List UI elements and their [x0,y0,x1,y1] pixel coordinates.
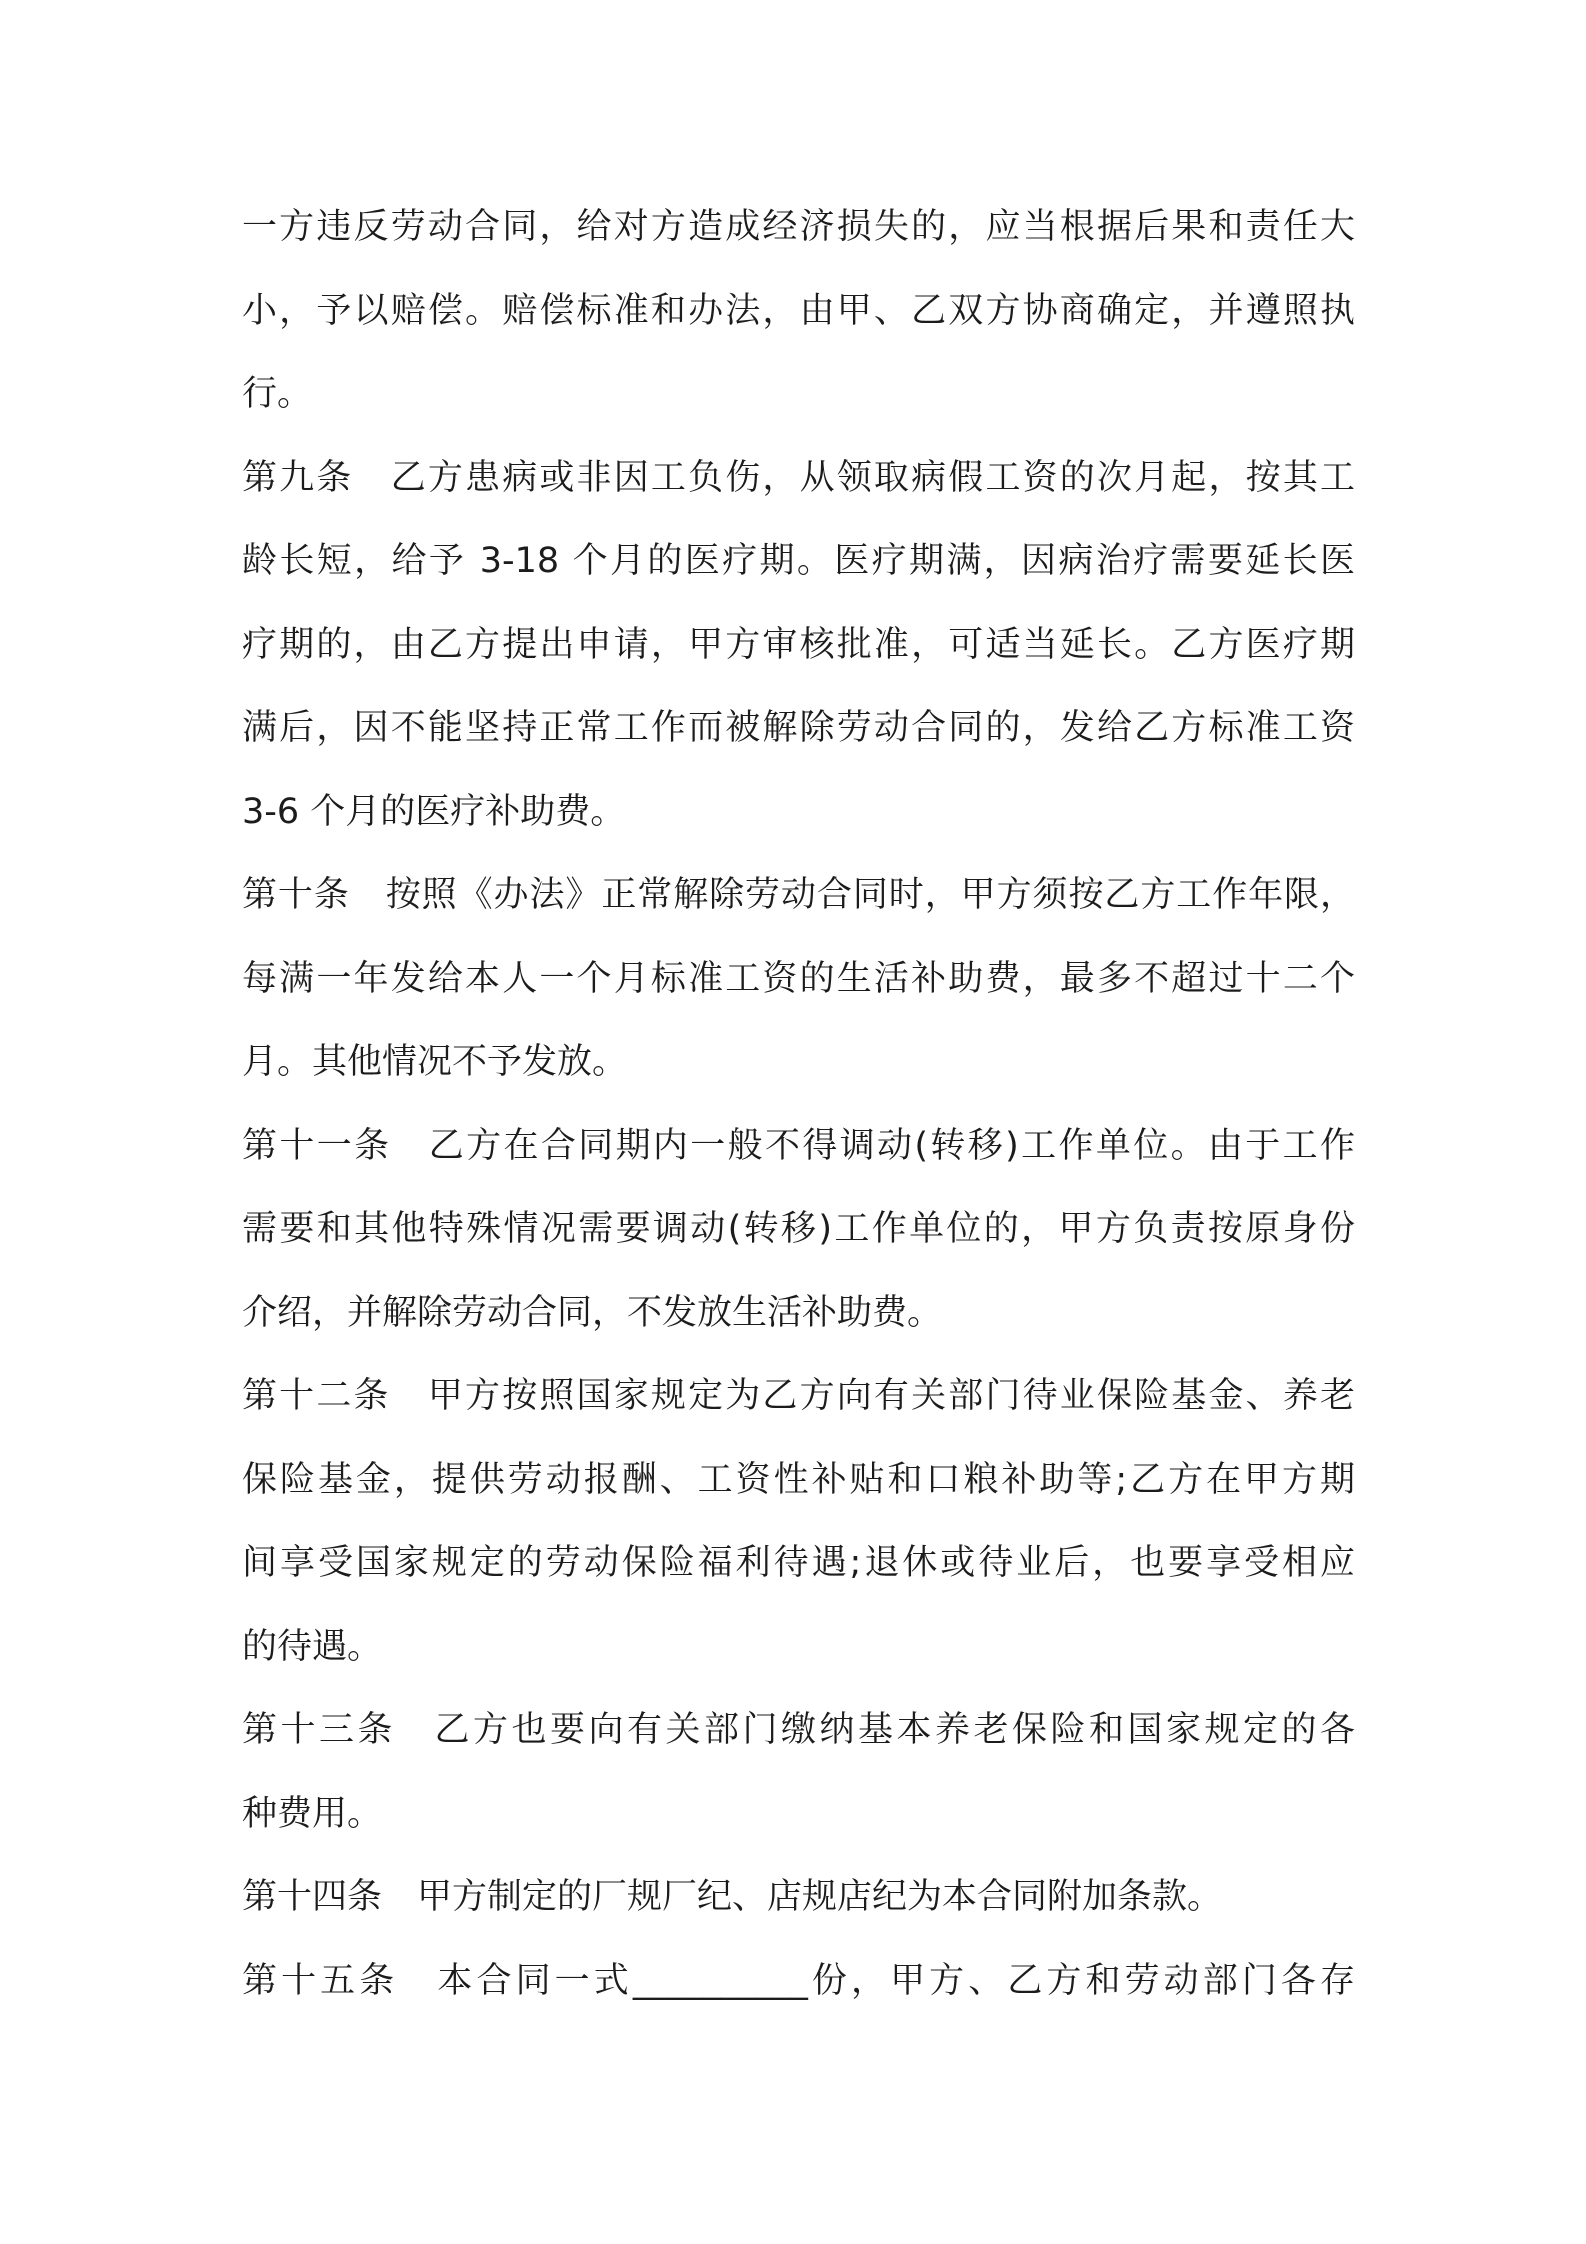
paragraph-compensation [242,186,1355,437]
text-line: 第十条 按照《办法》正常解除劳动合同时，甲方须按乙方工作年限， [242,875,1355,915]
text-line: 第九条 乙方患病或非因工负伤，从领取病假工资的次月起，按其工 [242,457,1355,498]
text-line: 满后，因不能坚持正常工作而被解除劳动合同的，发给乙方标准工资 [242,708,1355,748]
article-10 [242,854,1355,1105]
article-12 [242,1355,1355,1689]
text-line: 一方违反劳动合同，给对方造成经济损失的，应当根据后果和责任大 [242,207,1355,247]
text-line: 需要和其他特殊情况需要调动(转移)工作单位的，甲方负责按原身份 [242,1209,1355,1249]
text-line: 介绍，并解除劳动合同，不发放生活补助费。 [242,1292,943,1333]
text-line: 第十一条 乙方在合同期内一般不得调动(转移)工作单位。由于工作 [242,1125,1355,1166]
text-line: 行。 [242,374,313,414]
article-9 [242,437,1355,855]
text-line: 第十四条 甲方制定的厂规厂纪、店规店纪为本合同附加条款。 [242,1877,1223,1917]
text-line: 种费用。 [242,1793,383,1834]
text-line: 每满一年发给本人一个月标准工资的生活补助费，最多不超过十二个 [242,958,1355,999]
text-line: 的待遇。 [242,1626,383,1667]
article-15 [242,1940,1355,2024]
text-line: 第十五条 本合同一式__________份，甲方、乙方和劳动部门各存 [242,1960,1355,2001]
text-line: 月。其他情况不予发放。 [242,1042,628,1082]
text-line: 3-6 个月的医疗补助费。 [242,791,626,832]
text-line: 第十三条 乙方也要向有关部门缴纳基本养老保险和国家规定的各 [242,1710,1355,1750]
text-line: 第十二条 甲方按照国家规定为乙方向有关部门待业保险基金、养老 [242,1376,1355,1416]
text-line: 龄长短，给予 3-18 个月的医疗期。医疗期满，因病治疗需要延长医 [242,541,1355,581]
document-page [242,186,1355,2023]
text-line: 间享受国家规定的劳动保险福利待遇;退休或待业后，也要享受相应 [242,1543,1355,1583]
article-13 [242,1689,1355,1856]
article-14 [242,1856,1355,1940]
text-line: 保险基金，提供劳动报酬、工资性补贴和口粮补助等;乙方在甲方期 [242,1459,1355,1500]
text-line: 小，予以赔偿。赔偿标准和办法，由甲、乙双方协商确定，并遵照执 [242,290,1355,331]
text-line: 疗期的，由乙方提出申请，甲方审核批准，可适当延长。乙方医疗期 [242,624,1355,665]
article-11 [242,1105,1355,1356]
